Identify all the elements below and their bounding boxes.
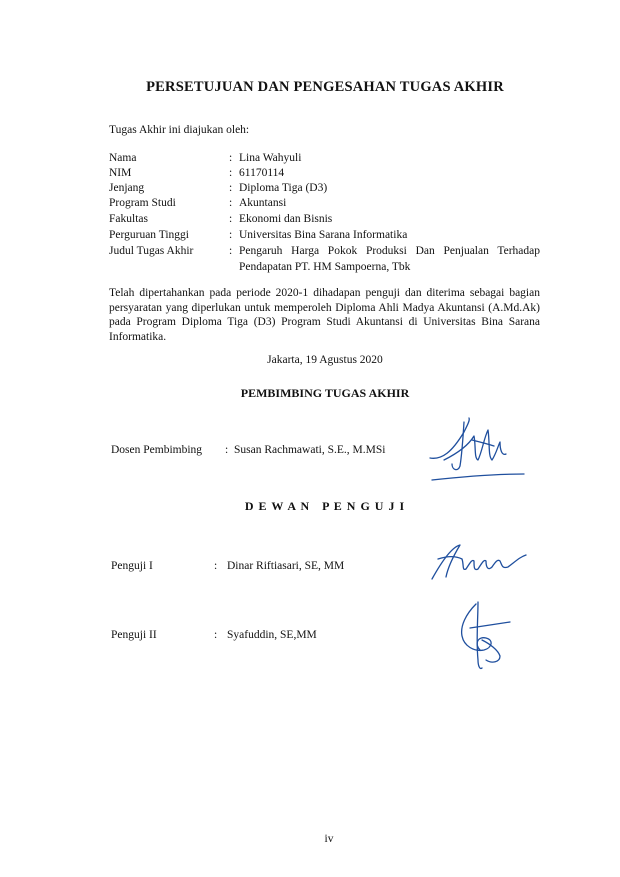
examiners-heading: D E W A N P E N G U J I <box>244 499 406 513</box>
supervisor-name: Susan Rachmawati, S.E., M.MSi <box>234 444 386 456</box>
supervisor-heading: PEMBIMBING TUGAS AKHIR <box>240 386 410 400</box>
examiner-2-colon: : <box>214 629 218 641</box>
field-colon: : <box>229 245 233 257</box>
field-label: Nama <box>109 152 137 164</box>
field-value: Universitas Bina Sarana Informatika <box>239 229 408 241</box>
field-colon: : <box>229 229 233 241</box>
field-colon: : <box>229 182 233 194</box>
field-label: NIM <box>109 167 132 179</box>
field-value: Ekonomi dan Bisnis <box>239 213 333 225</box>
field-value: Diploma Tiga (D3) <box>239 182 328 194</box>
examiner-1-colon: : <box>214 560 218 572</box>
approval-paragraph: Telah dipertahankan pada periode 2020-1 dihadapan penguji dan diterima sebagai bagian persyaratan yang diperlukan untuk memperoleh Diploma Ahli Madya Akuntansi (A.Md.Ak) pada Program Diploma Tiga (D3) Program Studi Akuntansi di Universitas Bina Sarana Informatika. <box>109 287 540 343</box>
document-title: PERSETUJUAN DAN PENGESAHAN TUGAS AKHIR <box>146 79 504 95</box>
field-colon: : <box>229 167 233 179</box>
field-label: Judul Tugas Akhir <box>109 245 194 257</box>
field-value: Akuntansi <box>239 197 287 209</box>
field-colon: : <box>229 197 233 209</box>
field-label: Jenjang <box>109 182 145 194</box>
field-colon: : <box>229 213 233 225</box>
place-date: Jakarta, 19 Agustus 2020 <box>267 354 383 366</box>
field-value-line1: Pengaruh Harga Pokok Produksi Dan Penjualan Terhadap <box>239 245 540 257</box>
supervisor-signature <box>428 416 528 486</box>
examiner-1-name: Dinar Riftiasari, SE, MM <box>227 560 345 572</box>
field-value: Lina Wahyuli <box>239 152 302 164</box>
supervisor-label: Dosen Pembimbing <box>111 444 203 456</box>
field-label: Fakultas <box>109 213 148 225</box>
intro-text: Tugas Akhir ini diajukan oleh: <box>109 124 250 136</box>
supervisor-colon: : <box>225 444 229 456</box>
field-label: Program Studi <box>109 197 176 209</box>
examiner-2-signature <box>456 600 516 672</box>
page-number: iv <box>324 833 334 845</box>
examiner-2-name: Syafuddin, SE,MM <box>227 629 317 641</box>
field-value-line2: Pendapatan PT. HM Sampoerna, Tbk <box>239 261 411 273</box>
field-label: Perguruan Tinggi <box>109 229 189 241</box>
field-colon: : <box>229 152 233 164</box>
examiner-2-label: Penguji II <box>111 629 157 641</box>
examiner-1-label: Penguji I <box>111 560 153 572</box>
examiner-1-signature <box>428 541 528 586</box>
field-value: 61170114 <box>239 167 285 179</box>
